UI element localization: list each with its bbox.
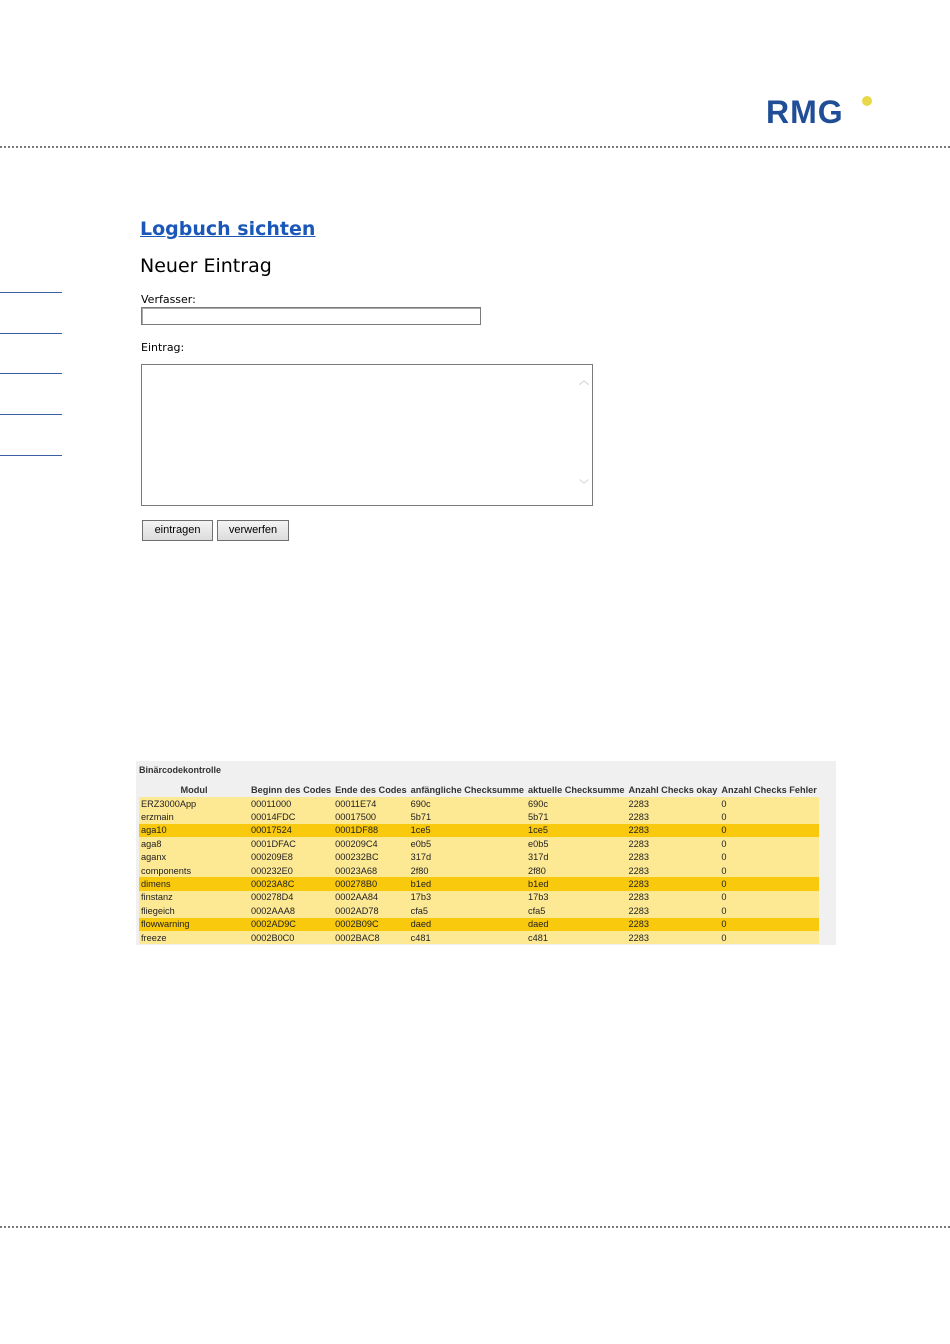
table-cell: c481	[526, 931, 627, 944]
table-cell: 0002AD78	[333, 904, 408, 917]
table-cell: 0	[719, 864, 818, 877]
table-cell: 2f80	[526, 864, 627, 877]
column-header: aktuelle Checksumme	[528, 785, 625, 795]
table-cell: 000278B0	[333, 877, 408, 890]
table-cell: 0	[719, 877, 818, 890]
table-cell: 000232E0	[249, 864, 333, 877]
table-cell: 2283	[627, 877, 720, 890]
entry-textarea[interactable]	[141, 364, 593, 506]
column-header: Beginn des Codes	[251, 785, 332, 795]
table-cell: e0b5	[526, 837, 627, 850]
binary-code-table	[139, 783, 819, 944]
table-row	[139, 931, 819, 944]
table-cell: 000209E8	[249, 851, 333, 864]
table-cell: 5b71	[409, 810, 526, 823]
table-cell: 0002B09C	[333, 918, 408, 931]
entry-label: Eintrag:	[141, 341, 185, 354]
table-cell: 0	[719, 931, 818, 944]
table-row	[139, 864, 819, 877]
table-cell: aga8	[139, 837, 249, 850]
table-cell: 00017524	[249, 824, 333, 837]
table-row	[139, 797, 819, 810]
table-cell: 2283	[627, 904, 720, 917]
author-input[interactable]	[141, 307, 481, 325]
table-cell: aganx	[139, 851, 249, 864]
column-header: Anzahl Checks okay	[628, 785, 718, 795]
table-row	[139, 837, 819, 850]
table-cell: freeze	[139, 931, 249, 944]
column-header: Anzahl Checks Fehler	[721, 785, 817, 795]
table-cell: flowwarning	[139, 918, 249, 931]
binary-code-title: Binärcodekontrolle	[139, 765, 222, 775]
table-cell: 690c	[409, 797, 526, 810]
table-cell: 00023A68	[333, 864, 408, 877]
table-row	[139, 824, 819, 837]
margin-line	[0, 414, 62, 415]
table-cell: daed	[409, 918, 526, 931]
table-cell: 5b71	[526, 810, 627, 823]
logo-text: RMG	[766, 94, 844, 130]
column-header: Modul	[180, 785, 208, 795]
table-cell: erzmain	[139, 810, 249, 823]
table-cell: b1ed	[409, 877, 526, 890]
table-cell: dimens	[139, 877, 249, 890]
discard-entry-button[interactable]: verwerfen	[217, 520, 289, 541]
view-logbook-link[interactable]: Logbuch sichten	[140, 218, 316, 240]
table-row	[139, 891, 819, 904]
table-cell: 000278D4	[249, 891, 333, 904]
table-cell: 2283	[627, 797, 720, 810]
header-divider	[0, 146, 950, 148]
table-cell: 0002B0C0	[249, 931, 333, 944]
table-cell: 317d	[526, 851, 627, 864]
table-row	[139, 877, 819, 890]
table-cell: 1ce5	[409, 824, 526, 837]
textarea-scrollbar[interactable]	[576, 365, 592, 505]
table-cell: 2283	[627, 851, 720, 864]
table-cell: 00011000	[249, 797, 333, 810]
table-cell: e0b5	[409, 837, 526, 850]
table-cell: 0	[719, 851, 818, 864]
table-cell: aga10	[139, 824, 249, 837]
table-cell: 00017500	[333, 810, 408, 823]
table-cell: 00023A8C	[249, 877, 333, 890]
table-cell: 0002BAC8	[333, 931, 408, 944]
table-cell: 0	[719, 837, 818, 850]
table-cell: 2283	[627, 931, 720, 944]
table-cell: 0002AAA8	[249, 904, 333, 917]
table-cell: 0002AD9C	[249, 918, 333, 931]
margin-line	[0, 455, 62, 456]
table-row	[139, 904, 819, 917]
table-cell: daed	[526, 918, 627, 931]
footer-divider	[0, 1226, 950, 1228]
table-cell: 000209C4	[333, 837, 408, 850]
logo-dot	[862, 96, 872, 106]
table-cell: 690c	[526, 797, 627, 810]
table-cell: 00014FDC	[249, 810, 333, 823]
table-cell: finstanz	[139, 891, 249, 904]
table-cell: 17b3	[409, 891, 526, 904]
table-row	[139, 918, 819, 931]
table-cell: 2283	[627, 864, 720, 877]
table-cell: 2283	[627, 824, 720, 837]
table-cell: 2283	[627, 837, 720, 850]
table-row	[139, 851, 819, 864]
table-cell: 1ce5	[526, 824, 627, 837]
margin-line	[0, 373, 62, 374]
table-cell: 0001DFAC	[249, 837, 333, 850]
table-cell: 2283	[627, 891, 720, 904]
table-cell: cfa5	[526, 904, 627, 917]
table-cell: 2f80	[409, 864, 526, 877]
table-cell: 0	[719, 824, 818, 837]
table-cell: 0	[719, 810, 818, 823]
column-header: anfängliche Checksumme	[410, 785, 524, 795]
table-cell: 0	[719, 918, 818, 931]
binary-code-panel	[136, 761, 836, 945]
page-title: Neuer Eintrag	[140, 255, 272, 277]
chevron-up-icon[interactable]: ︿	[579, 376, 589, 387]
table-cell: c481	[409, 931, 526, 944]
table-cell: b1ed	[526, 877, 627, 890]
table-cell: 0	[719, 797, 818, 810]
table-cell: 0	[719, 904, 818, 917]
table-cell: 2283	[627, 918, 720, 931]
column-header: Ende des Codes	[335, 785, 407, 795]
table-cell: 0001DF88	[333, 824, 408, 837]
table-cell: fliegeich	[139, 904, 249, 917]
table-cell: components	[139, 864, 249, 877]
margin-line	[0, 292, 62, 293]
table-header-row	[139, 783, 819, 797]
table-cell: 17b3	[526, 891, 627, 904]
table-cell: 000232BC	[333, 851, 408, 864]
submit-entry-button[interactable]: eintragen	[142, 520, 213, 541]
rmg-logo	[766, 92, 844, 132]
margin-line	[0, 333, 62, 334]
table-row	[139, 810, 819, 823]
table-cell: 00011E74	[333, 797, 408, 810]
table-cell: 0	[719, 891, 818, 904]
table-cell: 0002AA84	[333, 891, 408, 904]
author-label: Verfasser:	[141, 293, 196, 306]
table-cell: 2283	[627, 810, 720, 823]
chevron-down-icon[interactable]: ﹀	[579, 480, 589, 491]
table-cell: ERZ3000App	[139, 797, 249, 810]
table-cell: cfa5	[409, 904, 526, 917]
table-cell: 317d	[409, 851, 526, 864]
